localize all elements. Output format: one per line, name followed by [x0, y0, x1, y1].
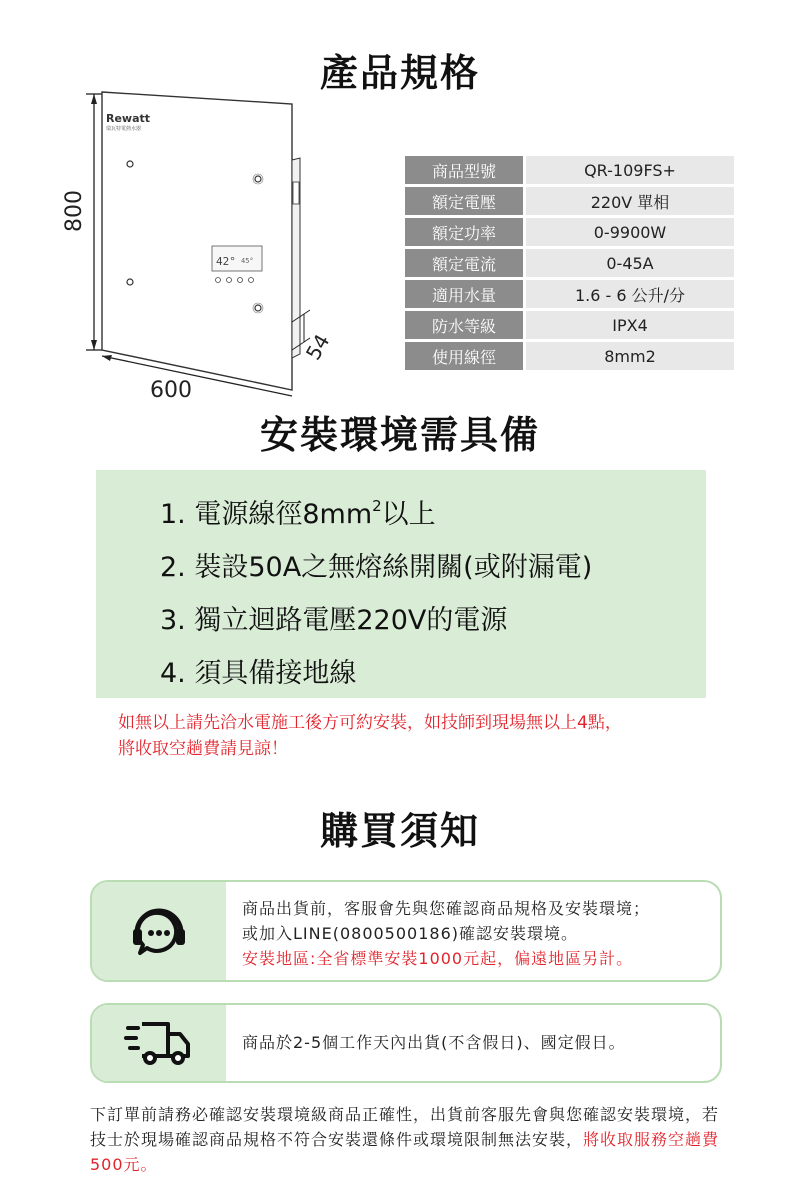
spec-row [405, 218, 734, 246]
spec-row [405, 342, 734, 370]
spec-value: IPX4 [523, 311, 734, 339]
requirement-item: 3. 獨立迴路電壓220V的電源 [160, 605, 508, 636]
spec-label: 防水等級 [405, 311, 523, 339]
brand-logo: Rewatt [106, 112, 151, 125]
footer-fee-text: 將收取服務空趟費500元。 [90, 1130, 720, 1174]
purchase-title: 購買須知 [319, 809, 480, 853]
delivery-truck-icon [124, 1018, 194, 1068]
spec-label: 適用水量 [405, 280, 523, 308]
requirements-list [160, 488, 592, 700]
svg-text:42°: 42° [216, 255, 236, 268]
notice-card-service [90, 880, 722, 982]
spec-table [405, 153, 734, 373]
depth-dimension-label: 54 [300, 329, 335, 365]
notice-card-shipping [90, 1003, 722, 1083]
requirements-box [96, 470, 706, 698]
notice-line: 商品於2-5個工作天內出貨(不含假日)、國定假日。 [242, 1033, 626, 1052]
spec-row [405, 156, 734, 184]
install-title: 安裝環境需具備 [259, 413, 540, 457]
spec-label: 商品型號 [405, 156, 523, 184]
spec-label: 使用線徑 [405, 342, 523, 370]
spec-label: 額定電流 [405, 249, 523, 277]
spec-value: 0-45A [523, 249, 734, 277]
spec-row [405, 311, 734, 339]
footer-notice: 下訂單前請務必確認安裝環境級商品正確性，出貨前客服先會與您確認安裝環境，若技士於現場確認商品規格不符合安裝還條件或環境限制無法安裝，將收取服務空趟費500元。 [90, 1105, 720, 1174]
requirement-item: 4. 須具備接地線 [160, 658, 357, 689]
width-dimension-label: 600 [150, 378, 192, 403]
spec-row [405, 249, 734, 277]
spec-title: 產品規格 [319, 51, 480, 95]
svg-text:45°: 45° [241, 257, 254, 265]
height-dimension-label: 800 [62, 190, 87, 232]
spec-value: QR-109FS+ [523, 156, 734, 184]
spec-value: 220V 單相 [523, 187, 734, 215]
install-warning: 如無以上請先洽水電施工後方可約安裝，如技師到現場無以上4點， 將收取空趟費請見諒！ [118, 713, 622, 759]
requirement-item: 2. 裝設50A之無熔絲開關(或附漏電) [160, 552, 593, 583]
spec-row [405, 187, 734, 215]
notice-fee-line: 安裝地區:全省標準安裝1000元起，偏遠地區另計。 [242, 949, 634, 968]
spec-value: 0-9900W [523, 218, 734, 246]
spec-value: 8mm2 [523, 342, 734, 370]
spec-label: 額定電壓 [405, 187, 523, 215]
customer-service-headset-icon [127, 899, 191, 963]
spec-value: 1.6 - 6 公升/分 [523, 280, 734, 308]
brand-subtitle: 瑞瓦特電熱水器 [106, 126, 142, 132]
spec-label: 額定功率 [405, 218, 523, 246]
spec-row [405, 280, 734, 308]
requirement-item: 1. 電源線徑$8mm^2$以上 [160, 497, 436, 530]
notice-line: 商品出貨前，客服會先與您確認商品規格及安裝環境； [242, 899, 651, 918]
notice-line-line[interactable]: 或加入LINE(0800500186)確認安裝環境。 [242, 924, 578, 943]
